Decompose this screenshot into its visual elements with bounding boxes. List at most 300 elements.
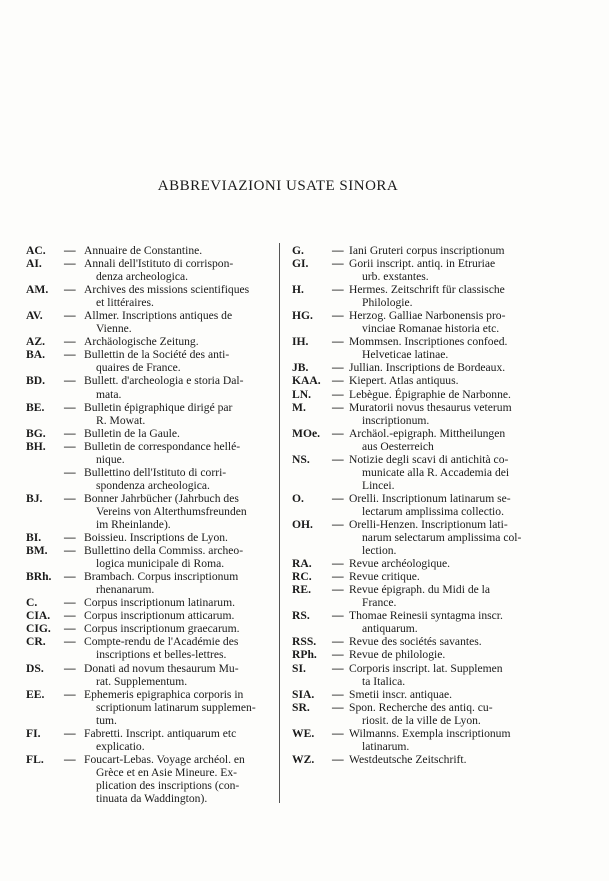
abbreviation-description-continued: quaires de France.	[96, 361, 181, 375]
entry-line	[292, 348, 564, 361]
abbreviation-code: JB.	[292, 361, 309, 375]
dash-separator: —	[64, 491, 76, 505]
dash-separator: —	[332, 687, 344, 701]
abbreviation-entry	[26, 335, 276, 348]
abbreviation-code: FI.	[26, 726, 41, 740]
abbreviation-entry	[26, 662, 276, 688]
entry-line	[26, 688, 276, 701]
abbreviation-description-continued: vinciae Romanae historia etc.	[362, 322, 500, 336]
abbreviation-entry	[26, 466, 276, 492]
entry-line	[26, 648, 276, 661]
abbreviation-entry	[292, 388, 564, 401]
abbreviation-entry	[26, 309, 276, 335]
dash-separator: —	[64, 752, 76, 766]
abbreviation-code: RE.	[292, 583, 312, 597]
dash-separator: —	[332, 635, 344, 649]
dash-separator: —	[64, 257, 76, 271]
dash-separator: —	[332, 387, 344, 401]
abbreviation-description: Fabretti. Inscript. antiquarum etc	[84, 726, 237, 740]
dash-separator: —	[64, 531, 76, 545]
dash-separator: —	[64, 348, 76, 362]
entry-line	[292, 479, 564, 492]
entry-line	[292, 388, 564, 401]
abbreviation-entry	[292, 609, 564, 635]
abbreviation-entry	[292, 753, 564, 766]
abbreviation-description: Donati ad novum thesaurum Mu-	[84, 661, 239, 675]
abbreviation-code: BG.	[26, 426, 46, 440]
dash-separator: —	[64, 544, 76, 558]
dash-separator: —	[64, 426, 76, 440]
abbreviation-entry	[26, 635, 276, 661]
abbreviation-entry	[292, 701, 564, 727]
abbreviation-code: KAA.	[292, 374, 321, 388]
abbreviation-code: IH.	[292, 335, 309, 349]
abbreviation-description-continued: spondenza archeologica.	[96, 478, 210, 492]
entry-line	[26, 570, 276, 583]
abbreviation-code: NS.	[292, 452, 310, 466]
abbreviation-description-continued: rhenanarum.	[96, 583, 155, 597]
abbreviation-description: Bulletin de correspondance hellé-	[84, 439, 241, 453]
abbreviation-entry	[26, 374, 276, 400]
abbreviation-description-continued: ta Italica.	[362, 674, 406, 688]
entry-line	[26, 505, 276, 518]
abbreviation-code: RS.	[292, 609, 310, 623]
abbreviation-code: WZ.	[292, 752, 315, 766]
dash-separator: —	[332, 491, 344, 505]
abbreviation-entry	[26, 244, 276, 257]
abbreviation-description-continued: latinarum.	[362, 739, 410, 753]
abbreviation-entry	[26, 753, 276, 805]
abbreviation-code: BD.	[26, 374, 46, 388]
column-divider	[279, 243, 280, 803]
entry-line	[292, 727, 564, 740]
abbreviation-entry	[292, 662, 564, 688]
entry-line	[26, 296, 276, 309]
abbreviation-description: Revue critique.	[349, 570, 420, 584]
abbreviation-description-continued: et littéraires.	[96, 296, 154, 310]
entry-line	[26, 766, 276, 779]
abbreviation-code: CIG.	[26, 622, 51, 636]
entry-line	[292, 322, 564, 335]
abbreviation-description-continued: Grèce et en Asie Mineure. Ex-	[96, 765, 237, 779]
dash-separator: —	[64, 244, 76, 257]
abbreviation-description-continued: urb. exstantes.	[362, 270, 429, 284]
abbreviation-entry	[292, 635, 564, 648]
entry-line	[292, 374, 564, 387]
dash-separator: —	[64, 283, 76, 297]
entry-line	[26, 257, 276, 270]
abbreviation-description-continued: narum selectarum amplissima col-	[362, 531, 522, 545]
abbreviation-code: OH.	[292, 517, 313, 531]
entry-line	[26, 740, 276, 753]
dash-separator: —	[332, 557, 344, 571]
entry-line	[26, 348, 276, 361]
entry-line	[292, 283, 564, 296]
entry-line	[292, 335, 564, 348]
entry-line	[26, 622, 276, 635]
dash-separator: —	[64, 635, 76, 649]
entry-line	[292, 701, 564, 714]
entry-line	[292, 688, 564, 701]
dash-separator: —	[64, 439, 76, 453]
abbreviation-description-continued: antiquarum.	[362, 622, 418, 636]
dash-separator: —	[64, 309, 76, 323]
abbreviation-entry	[26, 688, 276, 727]
entry-line	[26, 466, 276, 479]
abbreviation-entry	[292, 257, 564, 283]
entry-line	[292, 740, 564, 753]
abbreviation-description: Revue archéologique.	[349, 557, 451, 571]
entry-line	[26, 518, 276, 531]
entry-line	[292, 505, 564, 518]
abbreviation-description: Muratorii novus thesaurus veterum	[349, 400, 512, 414]
abbreviation-description: Ephemeris epigraphica corporis in	[84, 687, 244, 701]
abbreviation-description: Annali dell'Istituto di corrispon-	[84, 257, 234, 271]
entry-line	[292, 570, 564, 583]
abbreviation-entry	[292, 727, 564, 753]
entry-line	[26, 453, 276, 466]
abbreviation-description: Jullian. Inscriptions de Bordeaux.	[349, 361, 506, 375]
entry-line	[292, 244, 564, 257]
entry-line	[26, 335, 276, 348]
abbreviation-description-continued: Vereins von Alterthumsfreunden	[96, 504, 247, 518]
abbreviation-description: Kiepert. Atlas antiquus.	[349, 374, 459, 388]
dash-separator: —	[64, 726, 76, 740]
abbreviation-code: AI.	[26, 257, 42, 271]
dash-separator: —	[64, 374, 76, 388]
abbreviations-right-column	[292, 244, 564, 766]
abbreviation-description-continued: denza archeologica.	[96, 270, 189, 284]
dash-separator: —	[332, 583, 344, 597]
abbreviation-code: AM.	[26, 283, 49, 297]
entry-line	[292, 583, 564, 596]
dash-separator: —	[332, 609, 344, 623]
abbreviation-code: RA.	[292, 557, 312, 571]
abbreviation-entry	[26, 492, 276, 531]
abbreviation-entry	[26, 401, 276, 427]
abbreviation-entry	[26, 544, 276, 570]
entry-line	[292, 675, 564, 688]
dash-separator: —	[332, 374, 344, 388]
dash-separator: —	[332, 244, 344, 257]
abbreviation-description: Brambach. Corpus inscriptionum	[84, 570, 239, 584]
abbreviation-description: Revue de philologie.	[349, 648, 446, 662]
entry-line	[26, 270, 276, 283]
abbreviation-description: Smetii inscr. antiquae.	[349, 687, 453, 701]
abbreviation-code: BI.	[26, 531, 42, 545]
page-title: ABBREVIAZIONI USATE SINORA	[157, 178, 399, 194]
abbreviation-description: Archives des missions scientifiques	[84, 283, 250, 297]
abbreviation-code: BM.	[26, 544, 48, 558]
entry-line	[26, 427, 276, 440]
abbreviation-code: O.	[292, 491, 304, 505]
abbreviation-code: WE.	[292, 726, 315, 740]
abbreviation-code: DS.	[26, 661, 44, 675]
dash-separator: —	[332, 361, 344, 375]
dash-separator: —	[64, 400, 76, 414]
abbreviation-description-continued: R. Mowat.	[96, 413, 146, 427]
entry-line	[292, 466, 564, 479]
abbreviation-code: M.	[292, 400, 306, 414]
entry-line	[26, 531, 276, 544]
abbreviation-description: Bullettino della Commiss. archeo-	[84, 544, 244, 558]
entry-line	[292, 427, 564, 440]
entry-line	[26, 374, 276, 387]
abbreviation-entry	[26, 609, 276, 622]
abbreviation-description: Herzog. Galliae Narbonensis pro-	[349, 309, 506, 323]
entry-line	[292, 557, 564, 570]
abbreviation-description-continued: Lincei.	[362, 478, 395, 492]
abbreviation-description: Notizie degli scavi di antichità co-	[349, 452, 509, 466]
entry-line	[292, 309, 564, 322]
dash-separator: —	[332, 335, 344, 349]
abbreviation-entry	[26, 348, 276, 374]
entry-line	[292, 596, 564, 609]
abbreviation-entry	[292, 427, 564, 453]
entry-line	[292, 401, 564, 414]
dash-separator: —	[64, 596, 76, 610]
entry-line	[26, 557, 276, 570]
abbreviation-description-continued: lectarum amplissima collectio.	[362, 504, 504, 518]
dash-separator: —	[332, 257, 344, 271]
abbreviation-description: Corpus inscriptionum atticarum.	[84, 609, 235, 623]
dash-separator: —	[332, 648, 344, 662]
abbreviation-entry	[26, 727, 276, 753]
abbreviation-entry	[26, 257, 276, 283]
entry-line	[26, 635, 276, 648]
abbreviation-entry	[26, 283, 276, 309]
entry-line	[292, 635, 564, 648]
abbreviation-description: Bullettino dell'Istituto di corri-	[84, 465, 227, 479]
abbreviation-description: Compte-rendu de l'Académie des	[84, 635, 239, 649]
entry-line	[26, 492, 276, 505]
abbreviation-description: Bulletin de la Gaule.	[84, 426, 180, 440]
entry-line	[26, 583, 276, 596]
abbreviation-code: FL.	[26, 752, 44, 766]
abbreviation-entry	[26, 531, 276, 544]
abbreviation-code: H.	[292, 283, 304, 297]
abbreviation-description: Allmer. Inscriptions antiques de	[84, 309, 233, 323]
abbreviation-code: EE.	[26, 687, 45, 701]
abbreviation-entry	[292, 492, 564, 518]
abbreviation-description-continued: tum.	[96, 713, 117, 727]
entry-line	[26, 361, 276, 374]
abbreviation-description: Hermes. Zeitschrift für classische	[349, 283, 505, 297]
abbreviation-description-continued: nique.	[96, 452, 125, 466]
abbreviation-code: SR.	[292, 700, 310, 714]
abbreviation-description-continued: Philologie.	[362, 296, 413, 310]
entry-line	[26, 401, 276, 414]
entry-line	[26, 440, 276, 453]
entry-line	[26, 244, 276, 257]
entry-line	[292, 518, 564, 531]
abbreviation-code: HG.	[292, 309, 313, 323]
abbreviation-description: Archäologische Zeitung.	[84, 335, 199, 349]
entry-line	[26, 675, 276, 688]
abbreviation-code: G.	[292, 244, 304, 257]
abbreviation-entry	[292, 453, 564, 492]
abbreviation-entry	[26, 440, 276, 466]
abbreviation-entry	[292, 688, 564, 701]
abbreviation-code: RC.	[292, 570, 312, 584]
abbreviation-code: BRh.	[26, 570, 52, 584]
dash-separator: —	[64, 661, 76, 675]
abbreviation-entry	[292, 401, 564, 427]
abbreviation-description: Westdeutsche Zeitschrift.	[349, 752, 467, 766]
entry-line	[292, 361, 564, 374]
abbreviation-description-continued: logica municipale di Roma.	[96, 557, 225, 571]
dash-separator: —	[332, 400, 344, 414]
entry-line	[292, 296, 564, 309]
abbreviation-description: Thomae Reinesii syntagma inscr.	[349, 609, 503, 623]
entry-line	[26, 701, 276, 714]
abbreviation-description: Bullett. d'archeologia e storia Dal-	[84, 374, 244, 388]
abbreviation-code: BH.	[26, 439, 46, 453]
abbreviation-entry	[26, 427, 276, 440]
entry-line	[292, 622, 564, 635]
abbreviation-description-continued: scriptionum latinarum supplemen-	[96, 700, 256, 714]
abbreviation-description: Bulletin épigraphique dirigé par	[84, 400, 233, 414]
abbreviation-entry	[26, 622, 276, 635]
abbreviation-code: C.	[26, 596, 38, 610]
abbreviation-description: Corpus inscriptionum latinarum.	[84, 596, 236, 610]
entry-line	[292, 440, 564, 453]
abbreviation-code: RPh.	[292, 648, 317, 662]
abbreviation-description: Foucart-Lebas. Voyage archéol. en	[84, 752, 245, 766]
abbreviation-description: Orelli-Henzen. Inscriptionum lati-	[349, 517, 508, 531]
entry-line	[292, 531, 564, 544]
abbreviation-description-continued: municate alla R. Accademia dei	[362, 465, 510, 479]
abbreviation-description-continued: rat. Supplementum.	[96, 674, 188, 688]
abbreviation-description: Mommsen. Inscriptiones confoed.	[349, 335, 508, 349]
abbreviation-code: BA.	[26, 348, 46, 362]
dash-separator: —	[332, 726, 344, 740]
dash-separator: —	[64, 465, 76, 479]
dash-separator: —	[64, 687, 76, 701]
entry-line	[26, 322, 276, 335]
abbreviation-description: Iani Gruteri corpus inscriptionum	[349, 244, 505, 257]
abbreviation-entry	[292, 648, 564, 661]
abbreviation-description: Orelli. Inscriptionum latinarum se-	[349, 491, 511, 505]
entry-line	[26, 609, 276, 622]
abbreviation-description-continued: plication des inscriptions (con-	[96, 778, 240, 792]
abbreviation-description: Gorii inscript. antiq. in Etruriae	[349, 257, 496, 271]
abbreviation-code: BJ.	[26, 491, 43, 505]
abbreviation-code: CR.	[26, 635, 46, 649]
abbreviation-description-continued: im Rheinlande).	[96, 517, 171, 531]
abbreviation-description: Bullettin de la Société des anti-	[84, 348, 230, 362]
abbreviation-description: Lebègue. Épigraphie de Narbonne.	[349, 387, 511, 401]
entry-line	[26, 596, 276, 609]
entry-line	[292, 662, 564, 675]
abbreviation-code: RSS.	[292, 635, 317, 649]
abbreviation-entry	[292, 557, 564, 570]
abbreviation-description-continued: tinuata da Waddington).	[96, 791, 208, 805]
abbreviation-entry	[292, 361, 564, 374]
abbreviation-description: Spon. Recherche des antiq. cu-	[349, 700, 493, 714]
abbreviations-left-column	[26, 244, 276, 805]
dash-separator: —	[332, 452, 344, 466]
abbreviation-entry	[26, 570, 276, 596]
abbreviation-entry	[292, 335, 564, 361]
abbreviation-description: Annuaire de Constantine.	[84, 244, 203, 257]
dash-separator: —	[64, 622, 76, 636]
dash-separator: —	[332, 661, 344, 675]
abbreviation-code: SI.	[292, 661, 306, 675]
entry-line	[26, 309, 276, 322]
abbreviation-description-continued: riosit. de la ville de Lyon.	[362, 713, 481, 727]
abbreviation-description: Bonner Jahrbücher (Jahrbuch des	[84, 491, 239, 505]
abbreviation-description: Revue des sociétés savantes.	[349, 635, 482, 649]
abbreviation-description-continued: mata.	[96, 387, 122, 401]
entry-line	[292, 648, 564, 661]
abbreviation-entry	[292, 518, 564, 557]
dash-separator: —	[64, 570, 76, 584]
abbreviation-code: MOe.	[292, 426, 321, 440]
entry-line	[292, 714, 564, 727]
abbreviation-description: Corporis inscript. lat. Supplemen	[349, 661, 503, 675]
abbreviation-description-continued: inscriptions et belles-lettres.	[96, 648, 227, 662]
dash-separator: —	[332, 752, 344, 766]
abbreviation-entry	[26, 596, 276, 609]
entry-line	[292, 270, 564, 283]
entry-line	[26, 792, 276, 805]
entry-line	[292, 257, 564, 270]
entry-line	[26, 388, 276, 401]
abbreviation-entry	[292, 583, 564, 609]
dash-separator: —	[332, 700, 344, 714]
abbreviation-description-continued: France.	[362, 596, 397, 610]
entry-line	[292, 414, 564, 427]
dash-separator: —	[64, 609, 76, 623]
abbreviation-description: Corpus inscriptionum graecarum.	[84, 622, 240, 636]
abbreviation-description: Revue épigraph. du Midi de la	[349, 583, 491, 597]
abbreviation-code: GI.	[292, 257, 309, 271]
abbreviation-code: LN.	[292, 387, 312, 401]
abbreviation-code: AC.	[26, 244, 46, 257]
entry-line	[26, 479, 276, 492]
dash-separator: —	[332, 309, 344, 323]
entry-line	[292, 609, 564, 622]
entry-line	[26, 544, 276, 557]
entry-line	[292, 753, 564, 766]
entry-line	[26, 662, 276, 675]
entry-line	[26, 779, 276, 792]
abbreviation-code: CIA.	[26, 609, 51, 623]
entry-line	[292, 544, 564, 557]
abbreviation-description: Archäol.-epigraph. Mittheilungen	[349, 426, 506, 440]
abbreviation-description-continued: Helveticae latinae.	[362, 348, 449, 362]
abbreviation-description: Boissieu. Inscriptions de Lyon.	[84, 531, 228, 545]
abbreviation-description-continued: lection.	[362, 544, 397, 558]
entry-line	[292, 492, 564, 505]
abbreviation-description-continued: inscriptionum.	[362, 413, 430, 427]
dash-separator: —	[64, 335, 76, 349]
abbreviation-description-continued: aus Oesterreich	[362, 439, 434, 453]
abbreviation-entry	[292, 309, 564, 335]
entry-line	[26, 283, 276, 296]
abbreviation-code: AV.	[26, 309, 43, 323]
dash-separator: —	[332, 517, 344, 531]
entry-line	[26, 414, 276, 427]
abbreviation-entry	[292, 570, 564, 583]
dash-separator: —	[332, 283, 344, 297]
abbreviation-code: SIA.	[292, 687, 315, 701]
entry-line	[26, 714, 276, 727]
abbreviation-description-continued: explicatio.	[96, 739, 145, 753]
dash-separator: —	[332, 570, 344, 584]
abbreviation-entry	[292, 283, 564, 309]
